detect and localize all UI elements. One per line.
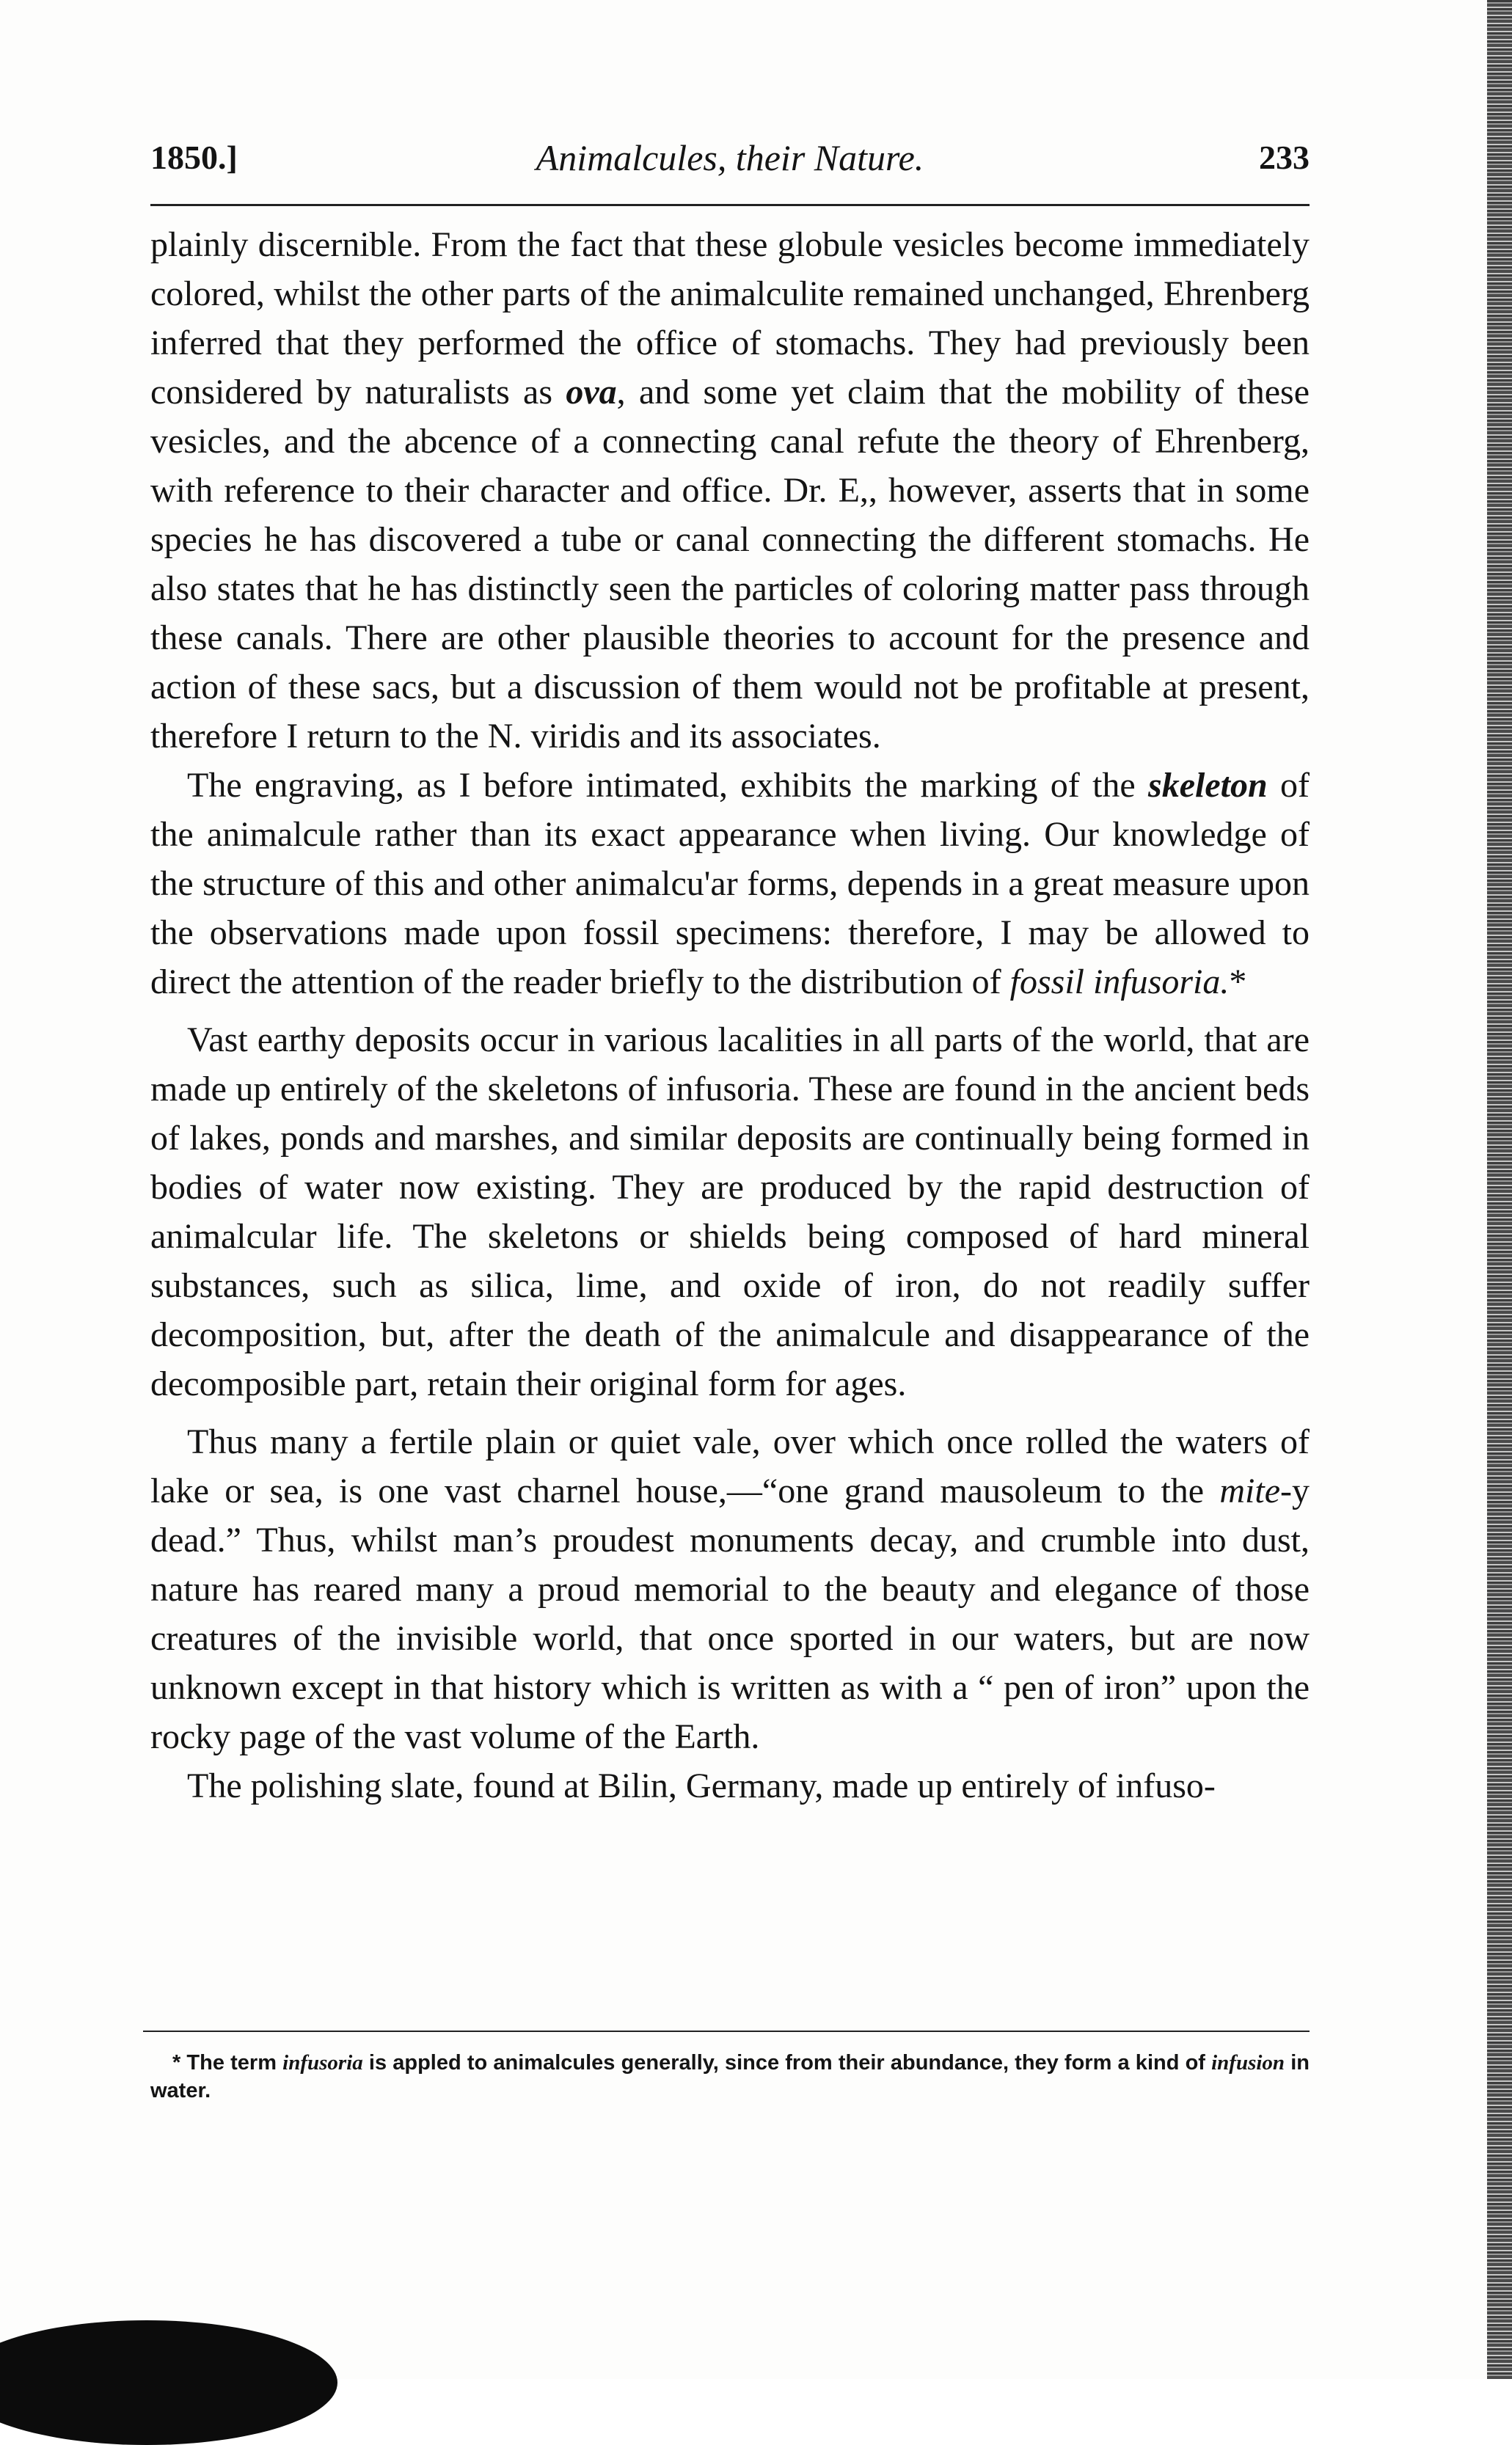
footnote	[150, 2049, 1310, 2105]
paragraph-2-segment-3: of the animalcule rather than its exact appearance when living. Our knowledge of the structure of this and other animalcu'ar forms, depends in a great measure upon the observations made upon fossil specimens: therefore, I may be allowed to direct the attention of the reader briefly to the distribution of	[150, 766, 1310, 1001]
footnote-segment-5: in water.	[150, 2051, 1310, 2102]
paragraph-1	[150, 220, 1310, 761]
body-text	[150, 220, 1310, 1810]
paragraph-4	[150, 1417, 1310, 1761]
footnote-segment-1: * The term	[172, 2051, 283, 2075]
paragraph-2	[150, 761, 1310, 1006]
paragraph-4-segment-2: mite	[1219, 1472, 1281, 1510]
footnote-segment-2: infusoria	[282, 2051, 363, 2075]
paragraph-2-segment-4: fossil infusoria.	[1009, 962, 1230, 1001]
footnote-marker: *	[1229, 962, 1247, 1001]
running-head-title: Animalcules, their Nature.	[536, 137, 924, 178]
paragraph-3	[150, 1015, 1310, 1408]
paragraph-5-segment-1: The polishing slate, found at Bilin, Germany, made up entirely of infuso-	[187, 1766, 1216, 1805]
footnote-segment-4: infusion	[1211, 2051, 1285, 2075]
paragraph-4-segment-1: Thus many a fertile plain or quiet vale, over which once rolled the waters of lake or sea, is one vast charnel house,—“one grand mausoleum to the	[150, 1422, 1310, 1510]
paragraph-1-segment-3: , and some yet claim that the mobility of these vesicles, and the abcence of a connecting canal refute the theory of Ehrenberg, with reference to their character and office. Dr. E,, however, asserts that in some species he has discovered a tube or canal connecting the different stomachs. He also states that he has distinctly seen the particles of coloring matter pass through these canals. There are other plausible theories to account for the presence and action of these sacs, but a discussion of them would not be profitable at present, therefore I return to the N. viridis and its associates.	[150, 373, 1310, 756]
paragraph-1-segment-2: ova	[566, 373, 617, 412]
page-number: 233	[1259, 139, 1310, 176]
paragraph-2-segment-1: The engraving, as I before intimated, exhibits the marking of the	[187, 766, 1149, 805]
paragraph-3-segment-1: Vast earthy deposits occur in various lacalities in all parts of the world, that are made up entirely of the skeletons of infusoria. These are found in the ancient beds of lakes, ponds and marshes, and similar deposits are continually being formed in bodies of water now existing. They are produced by the rapid destruction of animalcular life. The skeletons or shields being composed of hard mineral substances, such as silica, lime, and oxide of iron, do not readily suffer decomposition, but, after the death of the animalcule and disappearance of the decomposible part, retain their original form for ages.	[150, 1020, 1310, 1403]
paragraph-2-segment-2: skeleton	[1148, 766, 1268, 805]
binding-edge	[1487, 0, 1512, 2379]
scan-shadow	[0, 2320, 337, 2445]
header-rule	[150, 204, 1310, 206]
paragraph-4-segment-3: -y dead.” Thus, whilst man’s proudest monuments decay, and crumble into dust, nature has reared many a proud memorial to the beauty and elegance of those creatures of the invisible world, that once sported in our waters, but are now unknown except in that history which is written as with a “ pen of iron” upon the rocky page of the vast volume of the Earth.	[150, 1472, 1310, 1756]
footnote-segment-3: is appled to animalcules generally, since from their abundance, they form a kind of	[362, 2051, 1212, 2075]
running-head-year: 1850.]	[150, 139, 238, 176]
running-head	[150, 132, 1310, 183]
paragraph-1-segment-1: plainly discernible. From the fact that these globule vesicles become immediately colored, whilst the other parts of the animalculite remained unchanged, Ehrenberg inferred that they performed the office of stomachs. They had previously been considered by naturalists as	[150, 225, 1310, 412]
paragraph-5	[150, 1761, 1310, 1810]
footnote-rule	[143, 2031, 1310, 2032]
